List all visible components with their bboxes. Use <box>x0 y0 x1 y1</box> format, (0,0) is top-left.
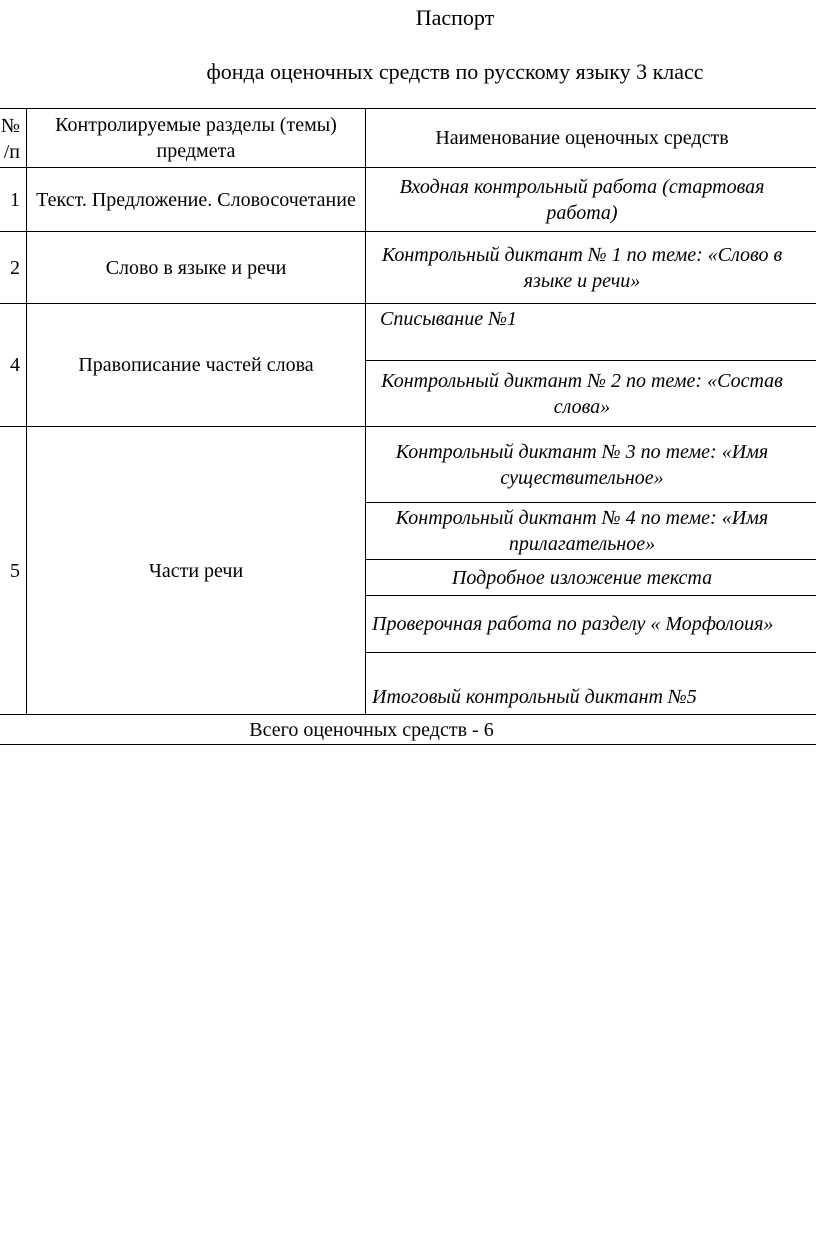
row-tool: Списывание №1 <box>366 304 816 361</box>
table-row <box>0 304 816 361</box>
row-tool: Итоговый контрольный диктант №5 <box>366 653 816 715</box>
total-count: Всего оценочных средств - 6 <box>0 715 816 745</box>
row-tool: Контрольный диктант № 2 по теме: «Состав слова» <box>366 361 816 427</box>
row-section: Слово в языке и речи <box>27 232 366 304</box>
row-section: Части речи <box>27 427 366 715</box>
row-tool: Подробное изложение текста <box>366 560 816 596</box>
table-header-row <box>0 109 816 168</box>
row-tool: Проверочная работа по разделу « Морфолоия» <box>366 596 816 653</box>
row-number: 5 <box>0 427 27 715</box>
row-number: 4 <box>0 304 27 427</box>
row-section: Правописание частей слова <box>27 304 366 427</box>
document-title: Паспорт <box>415 5 495 30</box>
assessment-table <box>0 108 816 745</box>
row-tool: Контрольный диктант № 1 по теме: «Слово в языке и речи» <box>366 232 816 304</box>
table-row <box>0 168 816 232</box>
document-subtitle: фонда оценочных средств по русскому языку 3 класс <box>206 59 704 84</box>
row-section: Текст. Предложение. Словосочетание <box>27 168 366 232</box>
row-tool: Контрольный диктант № 4 по теме: «Имя прилагательное» <box>366 503 816 560</box>
table-total-row <box>0 715 816 745</box>
header-number: № /п <box>0 109 27 168</box>
row-tool: Входная контрольный работа (стартовая работа) <box>366 168 816 232</box>
row-tool: Контрольный диктант № 3 по теме: «Имя существительное» <box>366 427 816 503</box>
table-row <box>0 232 816 304</box>
header-sections: Контролируемые разделы (темы) предмета <box>27 109 366 168</box>
row-number: 1 <box>0 168 27 232</box>
row-number: 2 <box>0 232 27 304</box>
header-tools: Наименование оценочных средств <box>366 109 816 168</box>
table-row <box>0 427 816 503</box>
